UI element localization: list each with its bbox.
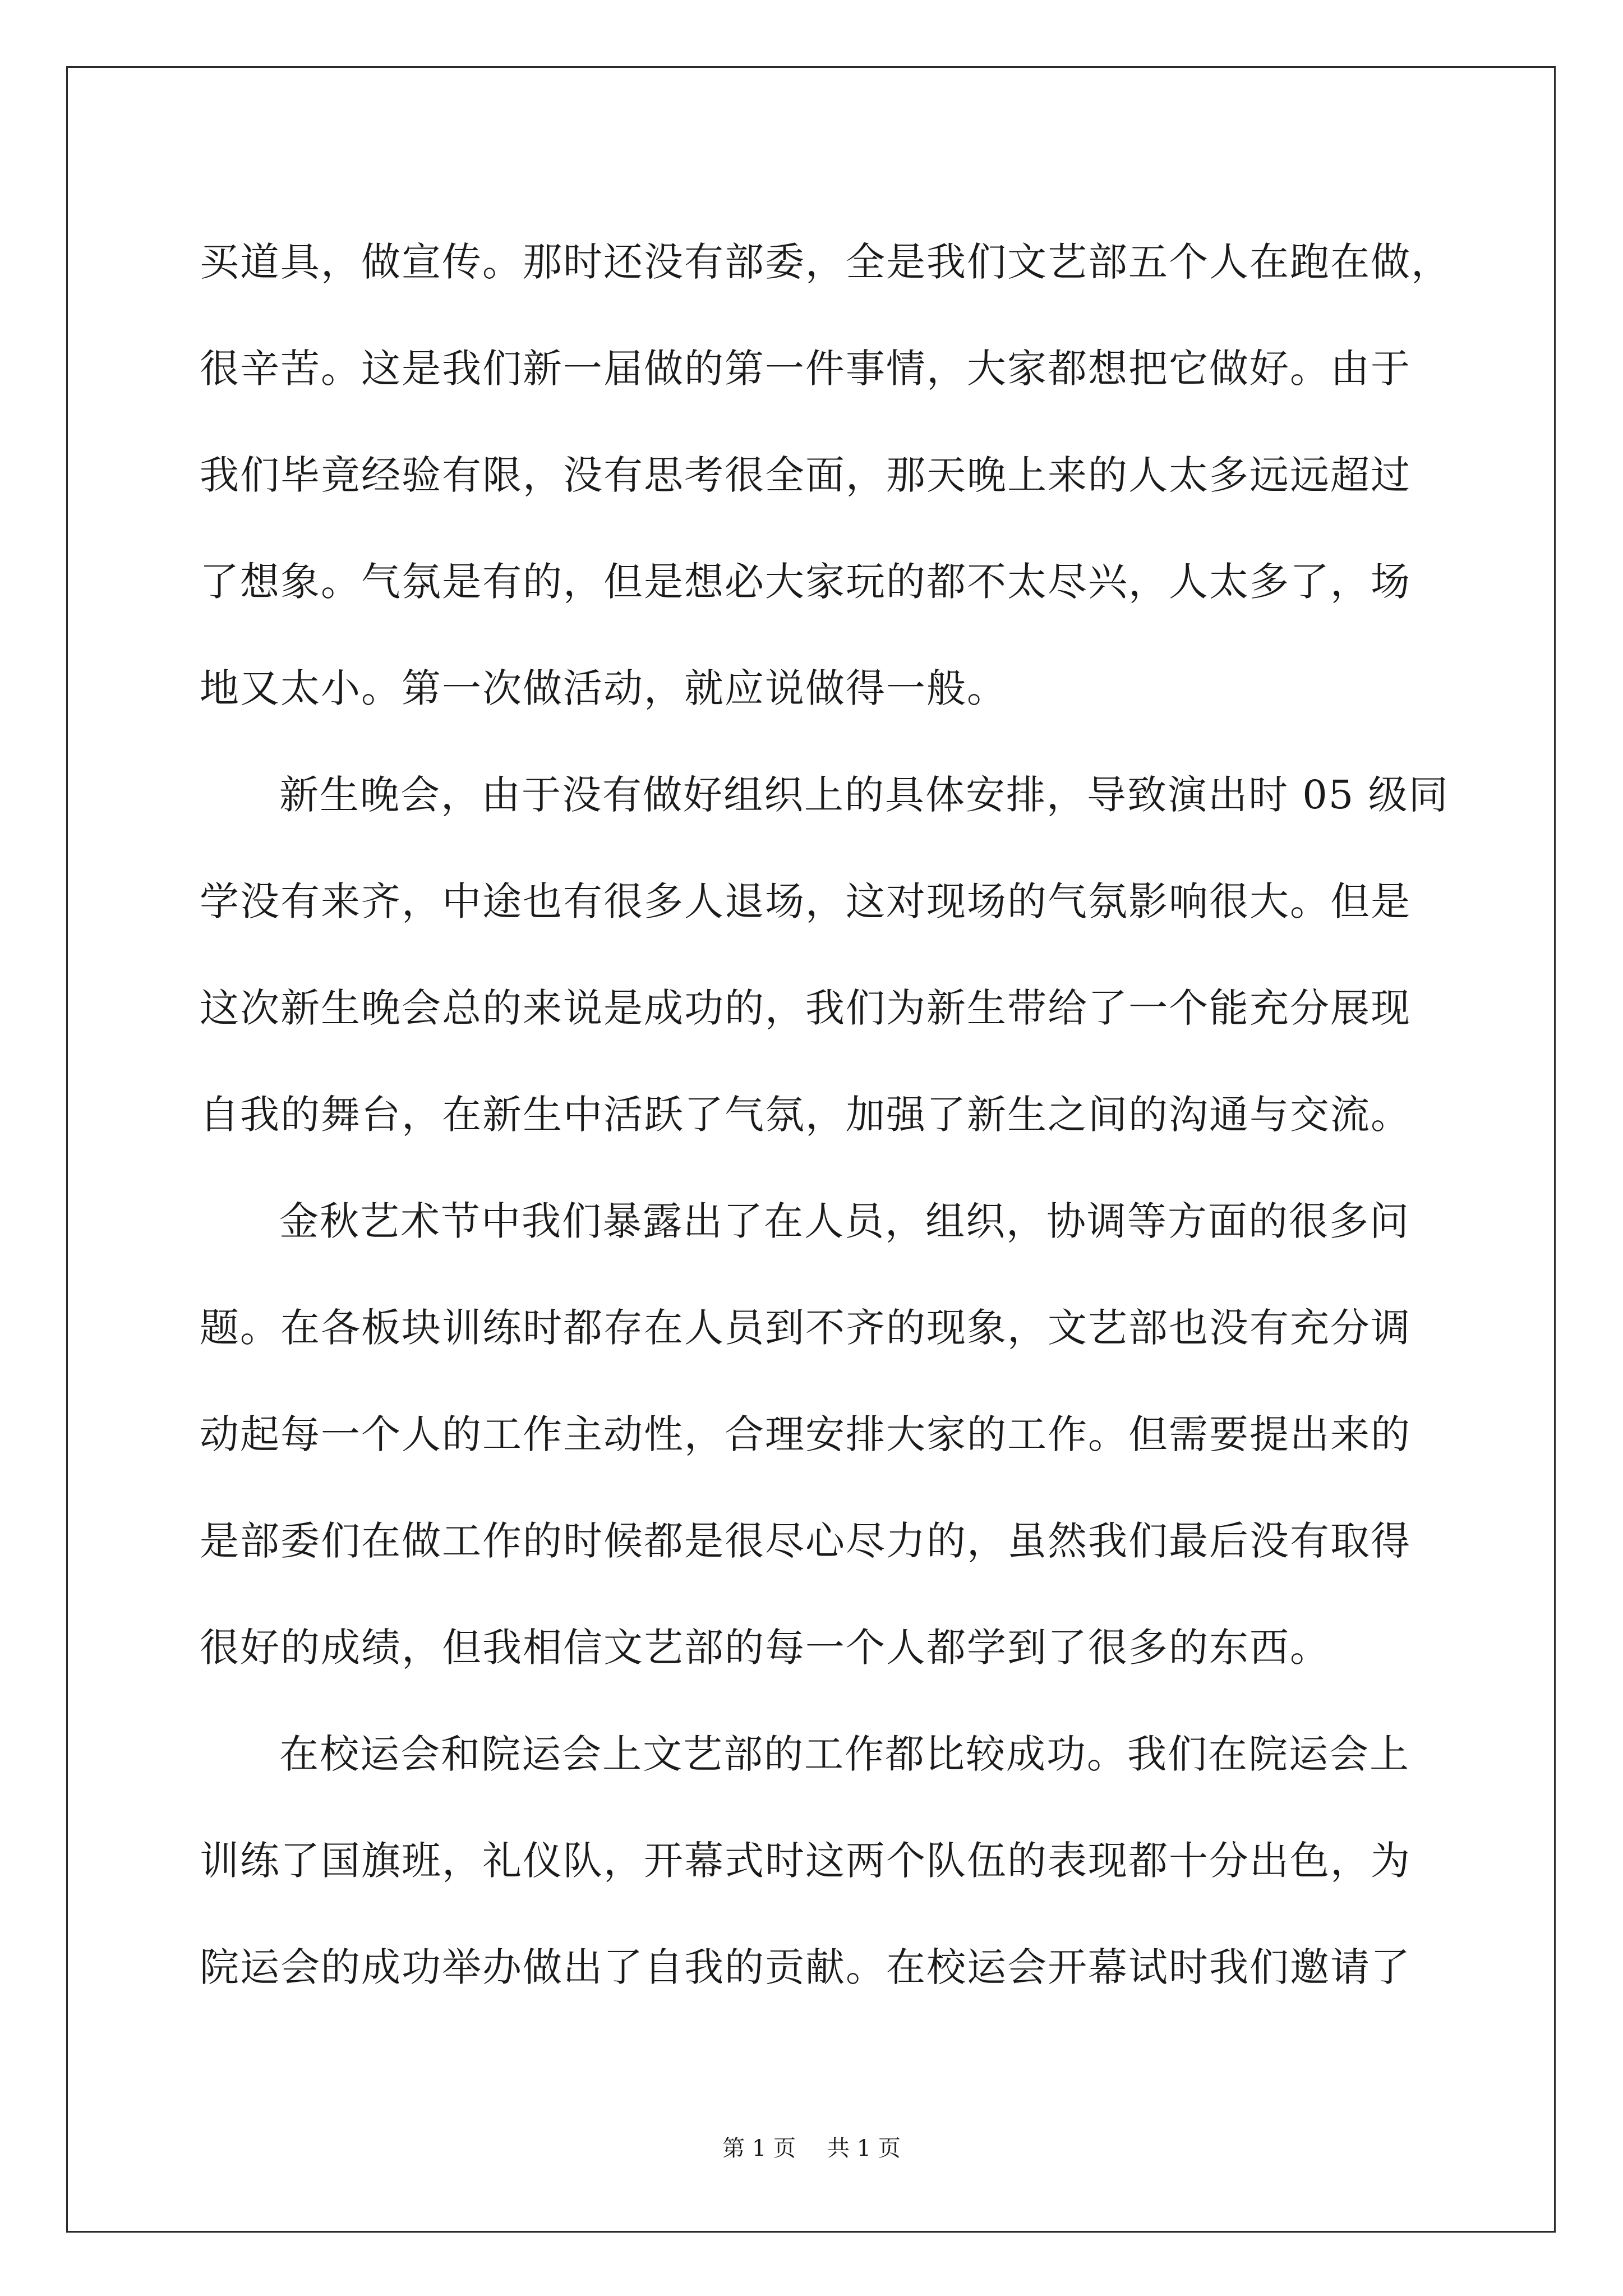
text-line: 是部委们在做工作的时候都是很尽心尽力的，虽然我们最后没有取得 [200,1518,1411,1564]
text-line: 院运会的成功举办做出了自我的贡献。在校运会开幕试时我们邀请了 [200,1944,1411,1990]
document-body [200,209,1451,2021]
page-number: 第 1 页 [722,2136,796,2161]
text-line: 题。在各板块训练时都存在人员到不齐的现象，文艺部也没有充分调 [200,1305,1411,1351]
text-line: 动起每一个人的工作主动性，合理安排大家的工作。但需要提出来的 [200,1411,1411,1457]
text-line: 买道具，做宣传。那时还没有部委，全是我们文艺部五个人在跑在做， [200,239,1451,285]
text-line: 了想象。气氛是有的，但是想必大家玩的都不太尽兴，人太多了，场 [200,559,1411,605]
text-line: 这次新生晚会总的来说是成功的，我们为新生带给了一个能充分展现 [200,985,1411,1031]
text-line: 自我的舞台，在新生中活跃了气氛，加强了新生之间的沟通与交流。 [200,1092,1411,1138]
paragraph-first-line: 新生晚会，由于没有做好组织上的具体安排，导致演出时 05 级同 [279,772,1449,818]
text-line: 训练了国旗班，礼仪队，开幕式时这两个队伍的表现都十分出色，为 [200,1838,1411,1884]
text-line: 很辛苦。这是我们新一届做的第一件事情，大家都想把它做好。由于 [200,346,1411,392]
page-total: 共 1 页 [827,2136,901,2161]
text-line: 地又太小。第一次做活动，就应说做得一般。 [200,665,1007,711]
paragraph-first-line: 金秋艺术节中我们暴露出了在人员，组织，协调等方面的很多问 [279,1198,1410,1244]
text-line: 我们毕竟经验有限，没有思考很全面，那天晚上来的人太多远远超过 [200,452,1411,498]
paragraph-first-line: 在校运会和院运会上文艺部的工作都比较成功。我们在院运会上 [279,1731,1410,1777]
text-line: 很好的成绩，但我相信文艺部的每一个人都学到了很多的东西。 [200,1625,1330,1671]
text-line: 学没有来齐，中途也有很多人退场，这对现场的气氛影响很大。但是 [200,878,1411,924]
page-footer [0,2132,1623,2165]
